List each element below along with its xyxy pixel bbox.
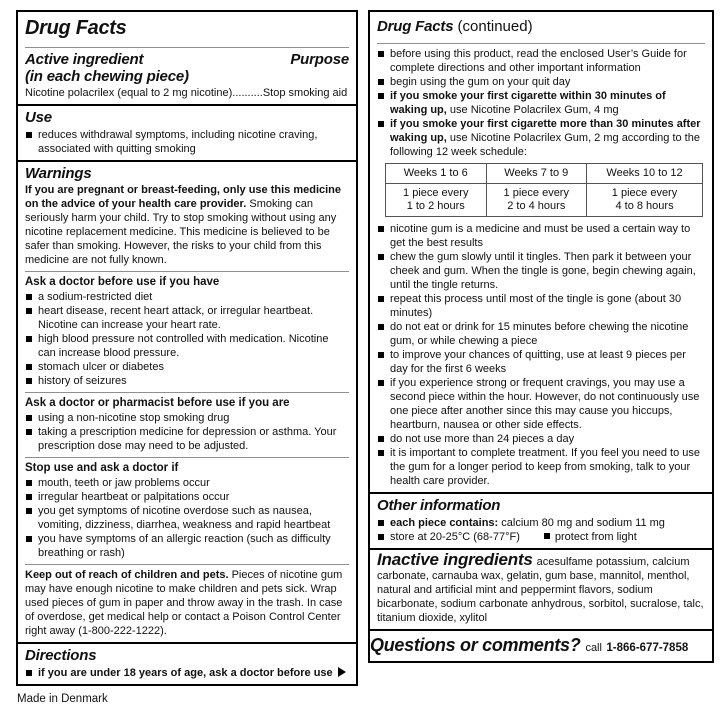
stop-use-heading: Stop use and ask a doctor if xyxy=(25,462,179,474)
list-item: do not eat or drink for 15 minutes before chewing the nicotine gum, or while chewing a piece xyxy=(377,320,705,348)
subsection-ask-doctor xyxy=(18,272,356,392)
continued-directions-top xyxy=(370,44,712,492)
right-panel xyxy=(368,10,714,663)
list-item: begin using the gum on your quit day xyxy=(377,75,705,89)
section-other-information xyxy=(370,494,712,548)
ask-pharmacist-heading: Ask a doctor or pharmacist before use if you are xyxy=(25,397,290,409)
bullet-icon xyxy=(26,336,32,342)
ask-doctor-heading: Ask a doctor before use if you have xyxy=(25,276,220,288)
inactive-ingredients-list: acesulfame potassium, calcium carbonate, carnauba wax, gelatin, gum base, mannitol, menthol, natural and artificial mint and peppermint flavors, sodium bicarbonate, sodium carbonate anhydrous, sorbitol, sucralose, talc, titanium dioxide, xylitol xyxy=(377,556,704,624)
section-inactive-ingredients xyxy=(370,550,712,629)
schedule-table xyxy=(385,163,703,217)
bullet-icon xyxy=(378,450,384,456)
phone-number: 1-866-677-7858 xyxy=(606,642,689,654)
list-item: stomach ulcer or diabetes xyxy=(25,360,349,374)
table-header-cell: Weeks 10 to 12 xyxy=(587,164,703,184)
subsection-ask-pharmacist xyxy=(18,393,356,457)
subsection-stop-use xyxy=(18,458,356,564)
continued-title-section xyxy=(370,12,712,43)
other-information-heading: Other information xyxy=(377,497,501,514)
directions-bullet: if you are under 18 years of age, ask a doctor before use xyxy=(25,666,349,680)
list-item: a sodium-restricted diet xyxy=(25,290,349,304)
list-item xyxy=(377,530,705,544)
bullet-icon xyxy=(378,324,384,330)
drug-facts-title: Drug Facts xyxy=(25,17,127,39)
bullet-icon xyxy=(26,480,32,486)
bullet-icon xyxy=(378,436,384,442)
pregnancy-warning: If you are pregnant or breast-feeding, only use this medicine on the advice of your health care provider. Smoking can seriously harm your child. Try to stop smoking without using any nicotine replacement medicine. This medicine is believed to be safer than smoking. However, the risks to your child from this medicine are not fully known. xyxy=(25,184,342,266)
bullet-icon xyxy=(378,254,384,260)
bullet-icon xyxy=(378,51,384,57)
section-use xyxy=(18,106,356,160)
list-item: using a non-nicotine stop smoking drug xyxy=(25,411,349,425)
list-item: taking a prescription medicine for depression or asthma. Your prescription dose may need to be adjusted. xyxy=(25,425,349,453)
section-questions xyxy=(370,631,712,661)
bullet-icon xyxy=(378,380,384,386)
list-item: high blood pressure not controlled with medication. Nicotine can increase blood pressure. xyxy=(25,332,349,360)
section-directions xyxy=(18,644,356,684)
bullet-icon xyxy=(378,352,384,358)
list-item: history of seizures xyxy=(25,374,349,388)
list-item: repeat this process until most of the tingle is gone (about 30 minutes) xyxy=(377,292,705,320)
bullet-icon xyxy=(544,533,550,539)
made-in-footnote: Made in Denmark xyxy=(17,693,108,705)
purpose-value: Stop smoking aid xyxy=(262,87,348,99)
list-item: mouth, teeth or jaw problems occur xyxy=(25,476,349,490)
bullet-icon xyxy=(26,308,32,314)
bullet-icon xyxy=(26,494,32,500)
bullet-icon xyxy=(26,294,32,300)
left-panel xyxy=(16,10,358,686)
bullet-icon xyxy=(378,79,384,85)
storage-note: store at 20-25°C (68-77°F) xyxy=(390,531,520,543)
list-item: irregular heartbeat or palpitations occur xyxy=(25,490,349,504)
continued-suffix: (continued) xyxy=(453,18,533,35)
continue-arrow-icon xyxy=(338,667,346,677)
list-item: do not use more than 24 pieces a day xyxy=(377,432,705,446)
bullet-icon xyxy=(378,296,384,302)
bullet-icon xyxy=(26,536,32,542)
section-warnings xyxy=(18,162,356,271)
call-label: call xyxy=(585,642,602,654)
bullet-icon xyxy=(26,132,32,138)
active-ingredient-heading: Active ingredient xyxy=(25,51,144,68)
bullet-icon xyxy=(378,226,384,232)
list-item: it is important to complete treatment. If you feel you need to use the gum for a longer period to keep from smoking, talk to your health care provider. xyxy=(377,446,705,488)
list-item: chew the gum slowly until it tingles. Then park it between your cheek and gum. When the tingle is gone, begin chewing again, until the tingle returns. xyxy=(377,250,705,292)
bullet-icon xyxy=(26,364,32,370)
directions-heading: Directions xyxy=(25,647,97,664)
leader-dots: .......... xyxy=(232,87,263,99)
list-item: nicotine gum is a medicine and must be used a certain way to get the best results xyxy=(377,222,705,250)
list-item: you get symptoms of nicotine overdose such as nausea, vomiting, dizziness, diarrhea, weakness and rapid heartbeat xyxy=(25,504,349,532)
list-item: each piece contains: calcium 80 mg and sodium 11 mg xyxy=(377,516,705,530)
bullet-icon xyxy=(26,508,32,514)
active-ingredient-subheading: (in each chewing piece) xyxy=(25,68,189,85)
bullet-icon xyxy=(26,429,32,435)
bullet-icon xyxy=(378,520,384,526)
bullet-icon xyxy=(378,121,384,127)
list-item: before using this product, read the enclosed User’s Guide for complete directions and other important information xyxy=(377,47,705,75)
list-item: to improve your chances of quitting, use at least 9 pieces per day for the first 6 weeks xyxy=(377,348,705,376)
table-cell: 1 piece every 4 to 8 hours xyxy=(587,184,703,217)
drug-facts-title-section xyxy=(18,12,356,47)
bullet-icon xyxy=(26,670,32,676)
bullet-icon xyxy=(378,93,384,99)
bullet-icon xyxy=(26,415,32,421)
bullet-icon xyxy=(378,534,384,540)
list-item: if you experience strong or frequent cravings, you may use a second piece within the hour. However, do not continuously use one piece after another since this may cause you hiccups, heartburn, nausea or other side effects. xyxy=(377,376,705,432)
table-cell: 1 piece every 1 to 2 hours xyxy=(386,184,487,217)
list-item: you have symptoms of an allergic reaction (such as difficulty breathing or rash) xyxy=(25,532,349,560)
list-item: if you smoke your first cigarette more than 30 minutes after waking up, use Nicotine Polacrilex Gum, 2 mg according to the following 12 week schedule: xyxy=(377,117,705,159)
table-header-cell: Weeks 1 to 6 xyxy=(386,164,487,184)
purpose-heading: Purpose xyxy=(290,51,349,68)
table-cell: 1 piece every 2 to 4 hours xyxy=(486,184,587,217)
list-item: heart disease, recent heart attack, or irregular heartbeat. Nicotine can increase your heart rate. xyxy=(25,304,349,332)
questions-heading: Questions or comments? xyxy=(370,635,581,655)
list-item: reduces withdrawal symptoms, including nicotine craving, associated with quitting smoking xyxy=(25,128,349,156)
bullet-icon xyxy=(26,378,32,384)
warnings-heading: Warnings xyxy=(25,165,92,182)
list-item: if you smoke your first cigarette within 30 minutes of waking up, use Nicotine Polacrilex Gum, 4 mg xyxy=(377,89,705,117)
ingredient-name: Nicotine polacrilex (equal to 2 mg nicotine) xyxy=(25,87,233,99)
section-active-ingredient xyxy=(18,48,356,104)
light-note: protect from light xyxy=(544,530,637,544)
continued-title: Drug Facts (continued) xyxy=(377,18,533,35)
ingredient-row xyxy=(25,86,349,100)
use-heading: Use xyxy=(25,109,52,126)
inactive-ingredients-heading: Inactive ingredients xyxy=(377,550,533,569)
table-header-cell: Weeks 7 to 9 xyxy=(486,164,587,184)
keep-out-warning: Keep out of reach of children and pets. Pieces of nicotine gum may have enough nicotine to make children and pets sick. Wrap used pieces of gum in paper and throw away in the trash. In case of overdose, get medical help or contact a Poison Control Center right away (1-800-222-1222). xyxy=(25,569,343,637)
keep-out-heading: Keep out of reach of children and pets. xyxy=(25,569,229,581)
